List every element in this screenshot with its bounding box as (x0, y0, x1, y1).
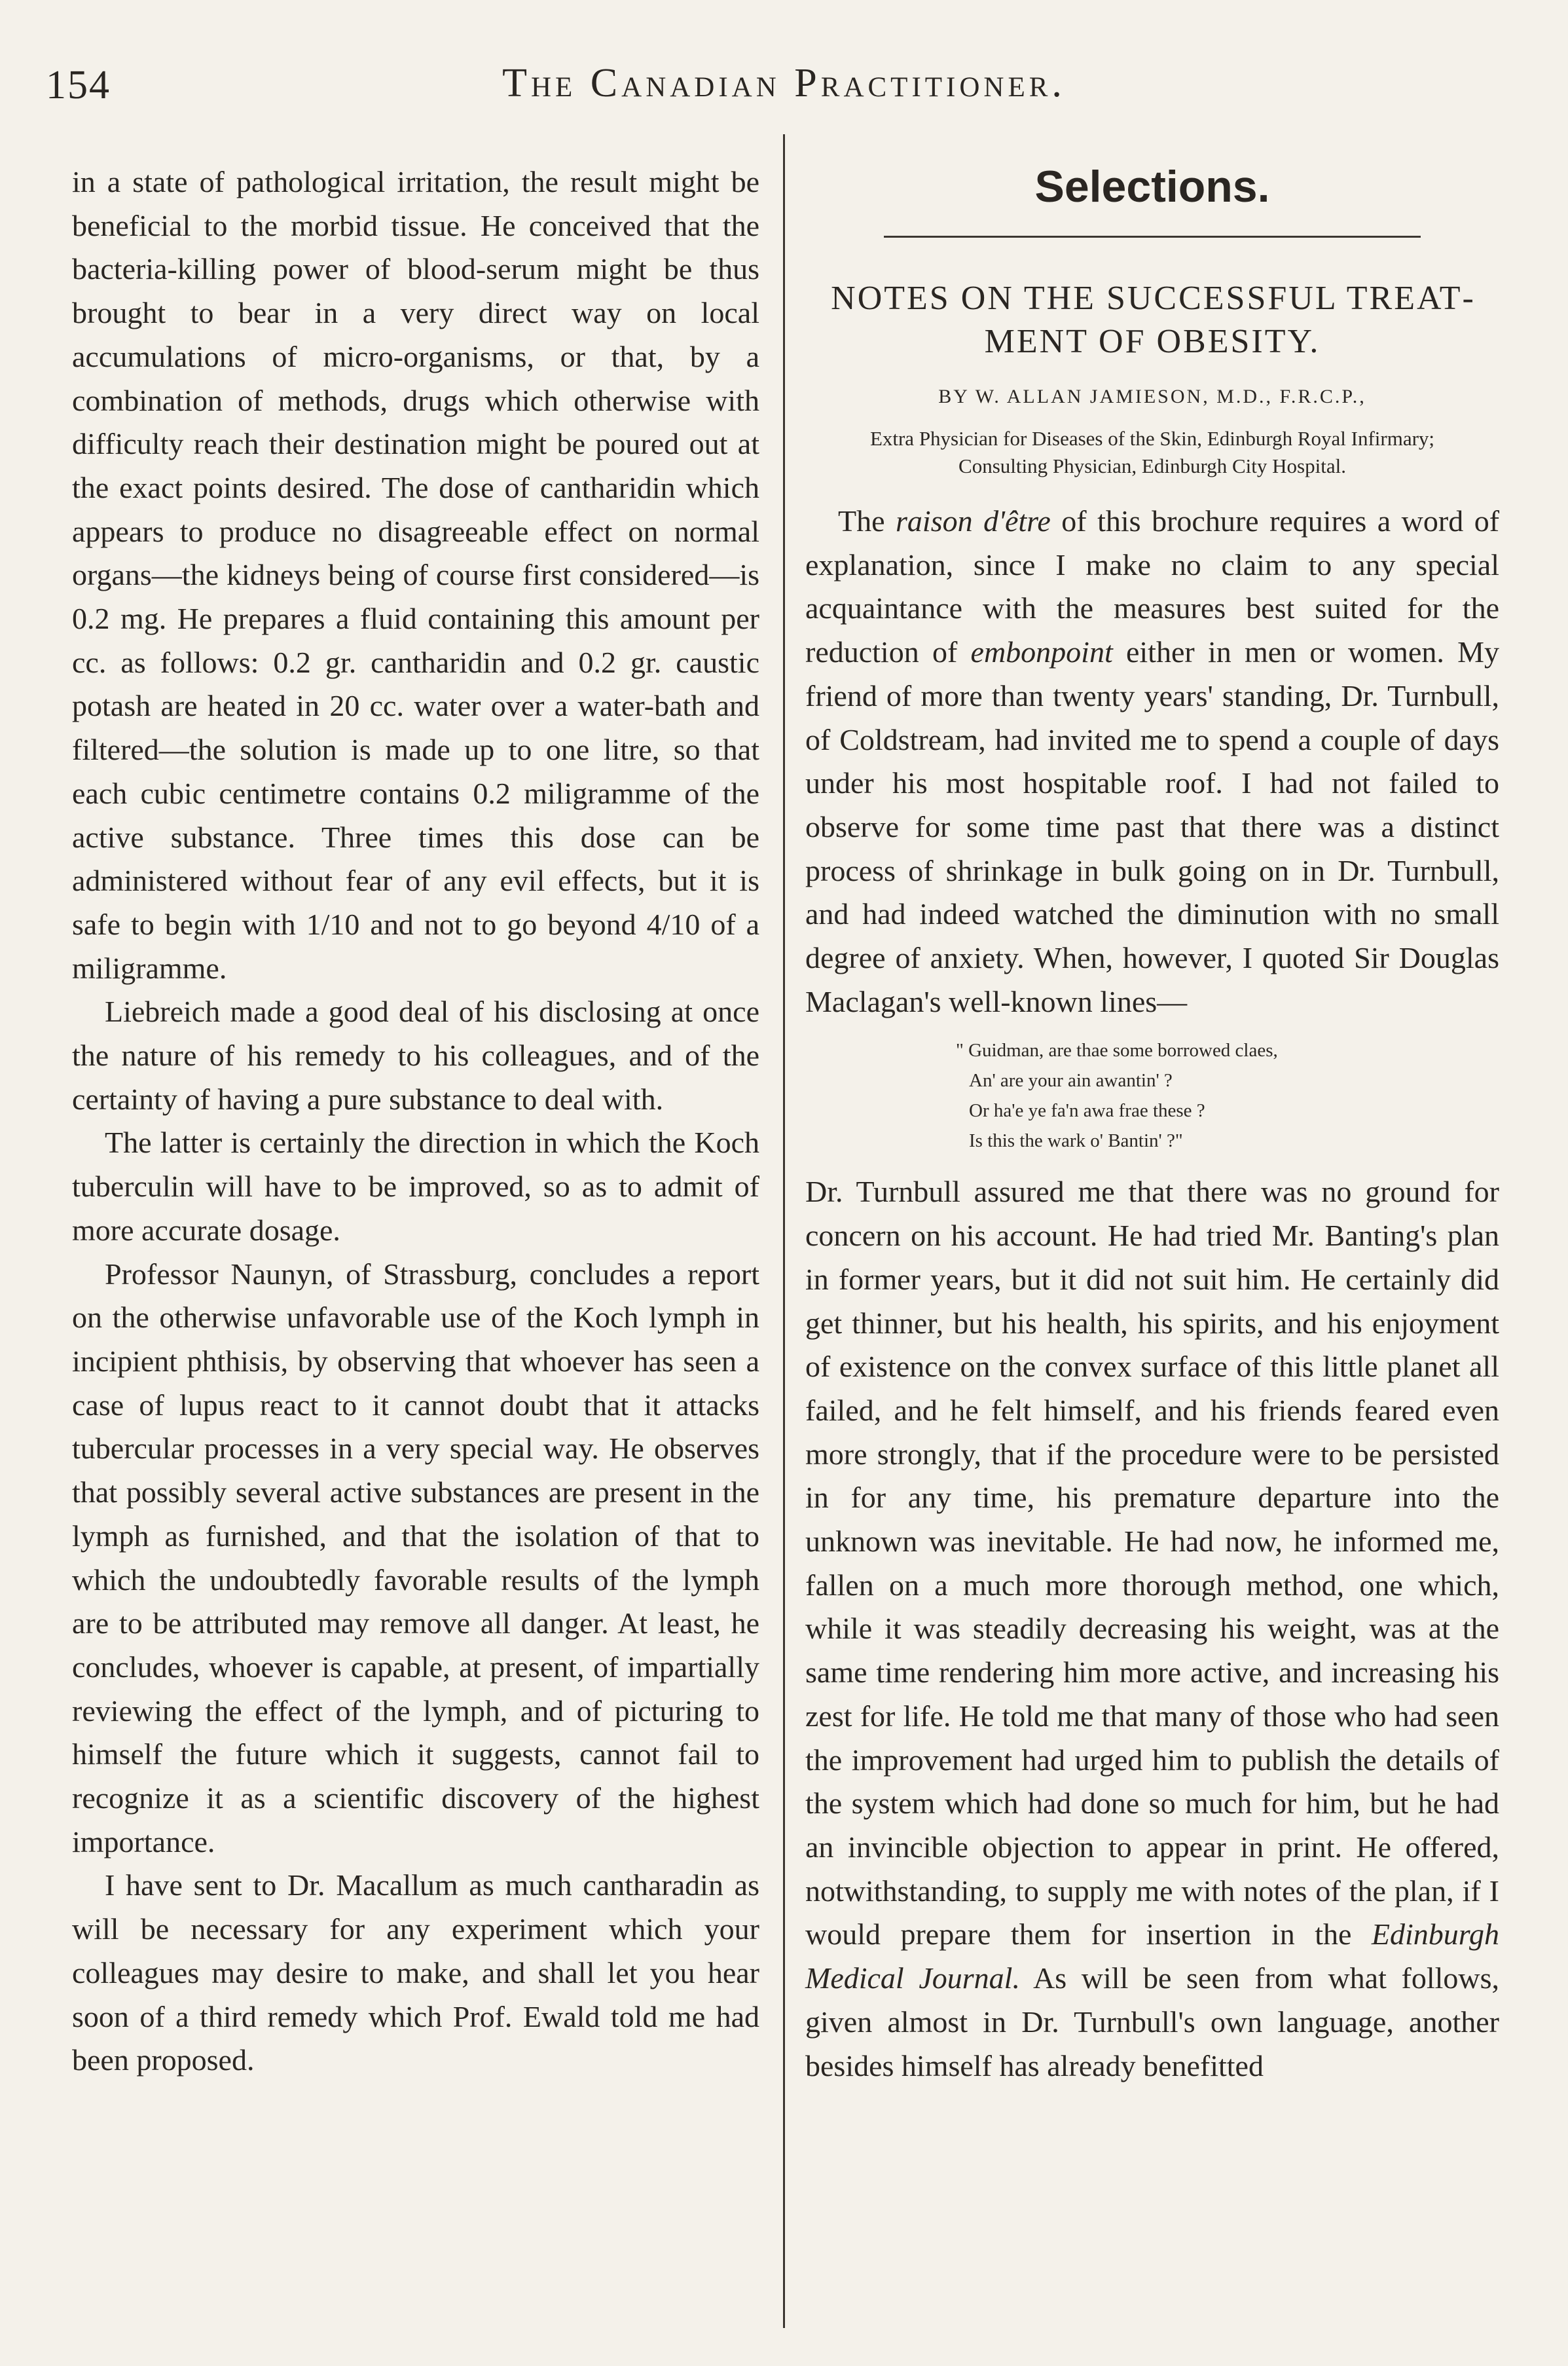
italic-phrase: raison d'être (896, 504, 1051, 538)
paragraph: I have sent to Dr. Macallum as much cantharadin as will be necessary for any experiment which your colleagues may desire to make, and shall let you hear soon of a third remedy which Prof. Ewald told me had been proposed. (72, 1868, 759, 2077)
verse-line: Is this the wark o' Bantin' ?" (969, 1130, 1183, 1152)
section-heading: Selections. (1034, 162, 1270, 212)
column-divider (783, 134, 785, 2328)
italic-phrase: Edinburgh Medical Journal. (805, 1917, 1499, 1995)
paragraph-text: The (838, 504, 885, 538)
page-header (0, 0, 1568, 131)
verse-line: " Guidman, are thae some borrowed claes, (956, 1040, 1278, 1062)
verse-quote (956, 1035, 1499, 1156)
verse-line: An' are your ain awantin' ? (969, 1070, 1173, 1092)
paragraph (805, 1170, 1499, 2088)
paragraph-text: of this brochure requires a word of explanation, since I make no claim to any special acquaintance with the measures best suited for the reduction of (805, 504, 1500, 669)
paragraph-text: As will be seen from what follows, given almost in Dr. Turnbull's own language, another besides himself has already benefitted (805, 1961, 1499, 2082)
paragraph-text: of a miligramme. (72, 907, 760, 985)
paragraph (805, 500, 1499, 1024)
right-column (805, 160, 1499, 2088)
author-affiliation: Extra Physician for Diseases of the Skin, Edinburgh Royal Infirmary; Consulting Physician, Edinburgh City Hospital. (869, 427, 1435, 477)
fraction: 1/10 (306, 907, 360, 941)
paragraph: The latter is certainly the direction in which the Koch tuberculin will have to be improved, so as to admit of more accurate dosage. (72, 1126, 759, 1247)
article-title: NOTES ON THE SUCCESSFUL TREATMENT OF OBESITY. (831, 280, 1474, 360)
running-title: The Canadian Practitioner. (502, 61, 1066, 105)
section-rule (884, 236, 1421, 238)
paragraph-text: Dr. Turnbull assured me that there was no ground for concern on his account. He had tried Mr. Banting's plan in former years, but it did not suit him. He certainly did get thinner, but his health, his spirits, and his enjoyment of existence on the convex surface of this little planet all failed, and he felt himself, and his friends feared even more strongly, that if the procedure were to be persisted in for any time, his premature departure into the unknown was inevitable. He had now, he informed me, fallen on a much more thorough method, one which, while it was steadily decreasing his weight, was at the same time rendering him more active, and increasing his zest for life. He told me that many of those who had seen the improvement had urged him to publish the details of the system which had done so much for him, but he had an invincible objection to appear in print. He offered, notwithstanding, to supply me with notes of the plan, if I would prepare them for insertion in the (805, 1175, 1499, 1951)
verse-line: Or ha'e ye fa'n awa frae these ? (969, 1100, 1205, 1122)
paragraph-text: either in men or women. My friend of more than twenty years' standing, Dr. Turnbull, of Coldstream, had invited me to spend a couple of days under his most hospitable roof. I had not failed to observe for some time past that there was a distinct process of shrinkage in bulk going on in Dr. Turnbull, and had indeed watched the diminution with no small degree of anxiety. When, however, I quoted Sir Douglas Maclagan's well-known lines— (805, 635, 1500, 1018)
paragraph: Liebreich made a good deal of his disclosing at once the nature of his remedy to his colleagues, and of the certainty of having a pure substance to deal with. (72, 995, 759, 1116)
paragraph-text: in a state of pathological irritation, the result might be beneficial to the morbid tissue. He conceived that the bacteria-killing power of blood-serum might be thus brought to bear in a very direct way on local accumulations of micro-organisms, or that, by a combination of methods, drugs which otherwise with difficulty reach their destination might be poured out at the exact points desired. The dose of cantharidin which appears to produce no disagreeable effect on normal organs—the kidneys being of course first considered—is 0.2 mg. He prepares a fluid containing this amount per cc. as follows: 0.2 gr. cantharidin and 0.2 gr. caustic potash are heated in 20 cc. water over a water-bath and filtered—the solution is made up to one litre, so that each cubic centimetre contains 0.2 miligramme of the active substance. Three times this dose can be administered without fear of any evil effects, but it is safe to begin with (72, 165, 759, 941)
author-byline: BY W. ALLAN JAMIESON, M.D., F.R.C.P., (938, 386, 1366, 407)
left-column (72, 160, 759, 2082)
paragraph (72, 160, 759, 990)
fraction: 4/10 (646, 907, 701, 941)
paragraph-text: and not to go beyond (370, 907, 636, 941)
italic-phrase: embonpoint (970, 635, 1113, 669)
page-number: 154 (46, 63, 111, 107)
paragraph: Professor Naunyn, of Strassburg, concludes a report on the otherwise unfavorable use of the Koch lymph in incipient phthisis, by observing that whoever has seen a case of lupus react to it cannot doubt that it attacks tubercular processes in a very special way. He observes that possibly several active substances are present in the lymph as furnished, and that the isolation of that to which the undoubtedly favorable results of the lymph are to be attributed may remove all danger. At least, he concludes, whoever is capable, at present, of impartially reviewing the effect of the lymph, and of picturing to himself the future which it suggests, cannot fail to recognize it as a scientific discovery of the highest importance. (72, 1257, 759, 1858)
